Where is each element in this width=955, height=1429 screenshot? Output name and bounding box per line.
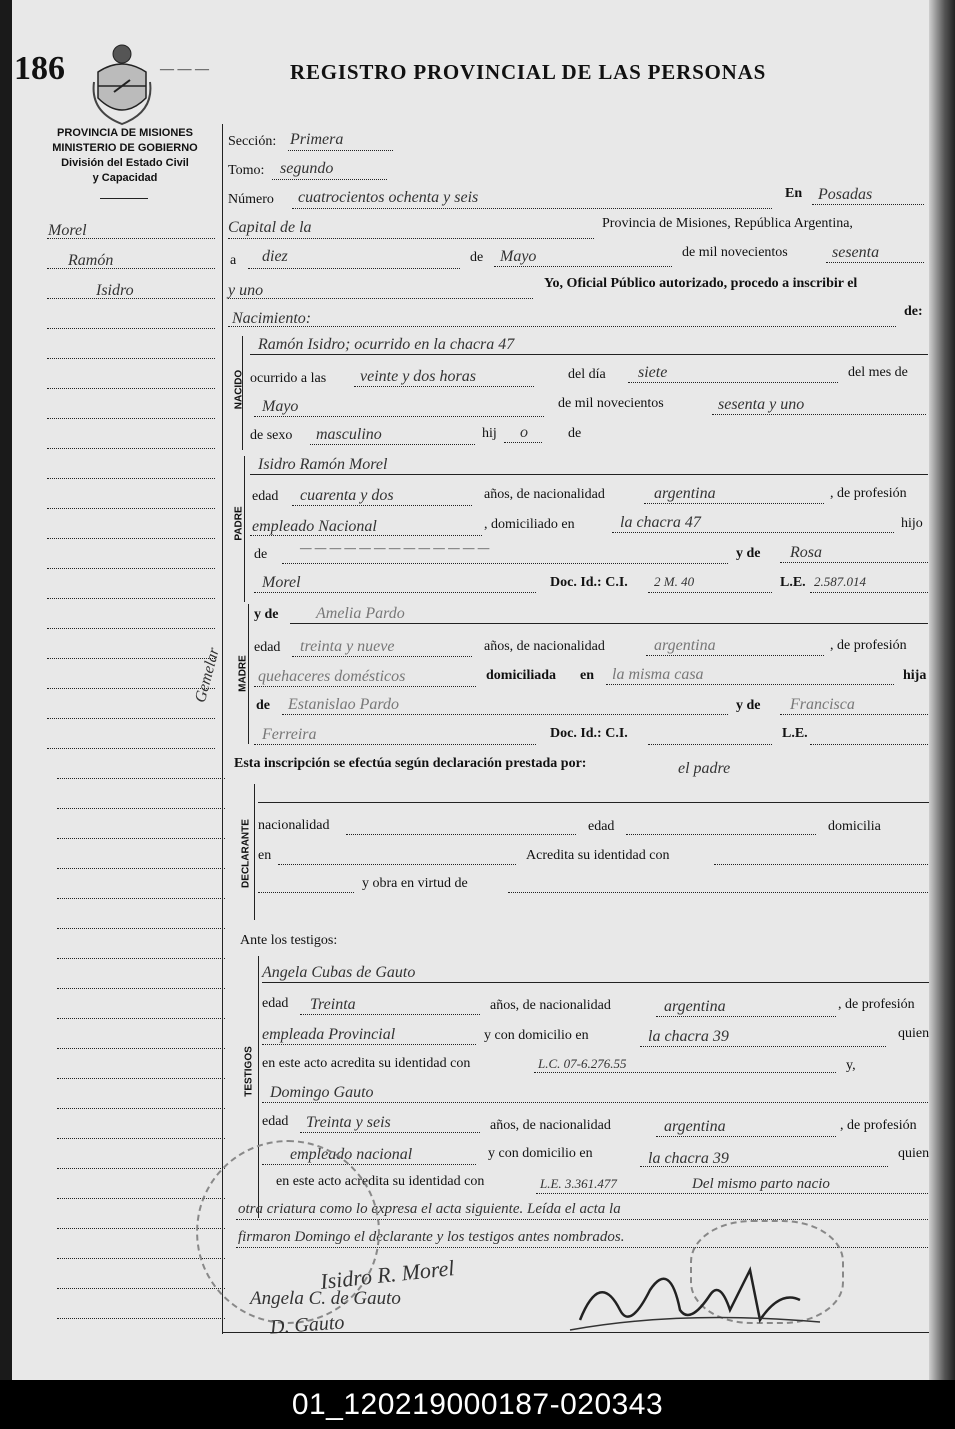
declarado-por: el padre: [678, 760, 731, 777]
frame-right-line: [930, 124, 931, 1334]
margin-line: [57, 898, 225, 899]
madre-edad: treinta y nueve: [300, 638, 395, 655]
testigo2-documento: L.E. 3.361.477: [540, 1176, 617, 1191]
field-line: [494, 266, 672, 267]
testigo1-profesion: empleada Provincial: [262, 1026, 396, 1043]
field-line: [300, 1014, 480, 1015]
margin-line: [57, 988, 225, 989]
testigo2-nota2: otra criatura como lo expresa el acta siguiente. Leída el acta la: [238, 1201, 621, 1217]
field-line: [262, 982, 930, 983]
field-line: [278, 864, 516, 865]
margin-line: [57, 1288, 225, 1289]
testigo2-edad: Treinta y seis: [306, 1114, 391, 1131]
hijo-label: hijo: [901, 516, 923, 531]
margin-line: [57, 1318, 225, 1319]
frame-left-line: [222, 124, 223, 1334]
margin-line: [57, 928, 225, 929]
testigo1-domicilio-label: y con domicilio en: [484, 1028, 589, 1043]
margin-name-second: Isidro: [96, 282, 134, 299]
madre-edad-label: edad: [254, 640, 281, 655]
field-line: [534, 1072, 836, 1073]
issuer-line: División del Estado Civil: [61, 157, 189, 169]
domiciliada-label: domiciliada: [486, 668, 557, 683]
field-line: [504, 442, 542, 443]
field-line: [292, 656, 472, 657]
padre-domicilio: la chacra 47: [620, 514, 701, 531]
testigo2-nacionalidad: argentina: [664, 1118, 726, 1135]
seccion-label: Sección:: [228, 134, 277, 149]
field-line: [262, 1102, 930, 1103]
margin-name-surname: Morel: [48, 222, 87, 239]
margin-line: [47, 628, 215, 629]
field-line: [250, 535, 482, 536]
issuer-line: PROVINCIA DE MISIONES: [57, 127, 193, 139]
padre-de-label: de: [254, 547, 268, 562]
nacido-hora: veinte y dos horas: [360, 368, 476, 385]
field-line: [712, 414, 926, 415]
margin-line: [47, 718, 215, 719]
margin-line: [57, 1078, 225, 1079]
declarante-nacionalidad-label: nacionalidad: [258, 818, 330, 833]
obra-label: y obra en virtud de: [362, 876, 468, 891]
de-label-2: de: [568, 426, 582, 441]
padre-padre-de: — — — — — — — — — — — — —: [300, 540, 490, 555]
madre-nacionalidad: argentina: [654, 637, 716, 654]
numero-label: Número: [228, 192, 274, 207]
testigo1-acredita-label: en este acto acredita su identidad con: [262, 1056, 471, 1071]
padre-madre-apellido: Morel: [262, 574, 301, 591]
field-line: [282, 714, 728, 715]
doc-id-label: Doc. Id.: C.I.: [550, 575, 628, 590]
field-line: [292, 208, 772, 209]
madre-madre-de: Francisca: [790, 696, 855, 713]
field-line: [254, 416, 544, 417]
testigo2-nombre: Domingo Gauto: [270, 1084, 374, 1101]
acto-value: Nacimiento:: [232, 310, 312, 327]
margin-line: [47, 268, 215, 269]
padre-ci: 2 M. 40: [654, 574, 695, 589]
margin-line: [47, 478, 215, 479]
field-line: [272, 179, 387, 180]
testigo1-nacionalidad: argentina: [664, 998, 726, 1015]
field-line: [248, 268, 460, 269]
mes-value: Mayo: [500, 248, 537, 265]
issuer-underline: [100, 198, 148, 199]
field-line: [644, 503, 824, 504]
header-dashes: — — —: [160, 62, 209, 77]
margin-line: [47, 358, 215, 359]
anio-cont-value: y uno: [228, 282, 264, 299]
margin-line: [57, 1198, 225, 1199]
margin-line: [47, 598, 215, 599]
margin-line: [57, 868, 225, 869]
field-line: [826, 262, 924, 263]
de-label: de: [470, 250, 484, 265]
testigo2-profesion-label: , de profesión: [840, 1118, 917, 1133]
margin-line: [47, 538, 215, 539]
padre-madre-de: Rosa: [790, 544, 822, 561]
anio-value: sesenta: [832, 244, 880, 261]
signature-testigo2: D. Gauto: [269, 1311, 346, 1339]
testigo1-y-label: y,: [846, 1058, 856, 1073]
margin-line: [57, 838, 225, 839]
field-line: [536, 1193, 928, 1194]
madre-nombre: Amelia Pardo: [316, 605, 405, 622]
oficial-label: Yo, Oficial Público autorizado, procedo a inscribir el: [544, 276, 858, 291]
margin-line: [47, 418, 215, 419]
field-line: [228, 298, 533, 299]
tomo-label: Tomo:: [228, 163, 265, 178]
testigo2-nacionalidad-label: años, de nacionalidad: [490, 1118, 611, 1133]
margin-line: [47, 688, 215, 689]
margin-line: [57, 1138, 225, 1139]
margin-line: [47, 388, 215, 389]
madre-en-label: en: [580, 668, 594, 683]
margin-line: [47, 298, 215, 299]
field-line: [258, 892, 354, 893]
field-line: [810, 744, 928, 745]
field-line: [300, 1132, 480, 1133]
declaracion-label: Esta inscripción se efectúa según declaración prestada por:: [234, 756, 587, 771]
seccion-value: Primera: [290, 131, 344, 148]
madre-doc-id-label: Doc. Id.: C.I.: [550, 726, 628, 741]
field-line: [648, 744, 772, 745]
del-dia-label: del día: [568, 367, 606, 382]
tomo-value: segundo: [280, 160, 334, 177]
testigo1-profesion-label: , de profesión: [838, 997, 915, 1012]
padre-profesion: empleado Nacional: [252, 518, 377, 535]
declarante-edad-label: edad: [588, 819, 615, 834]
field-line: [606, 684, 894, 685]
margin-note: Gemelar: [192, 645, 223, 705]
padre-edad: cuarenta y dos: [300, 487, 394, 504]
domiciliado-label: , domiciliado en: [484, 517, 575, 532]
del-mes-label: del mes de: [848, 365, 908, 380]
padre-le: 2.587.014: [814, 574, 866, 589]
hij-label: hij: [482, 426, 497, 441]
testigo2-edad-label: edad: [262, 1114, 289, 1129]
field-line: [290, 623, 928, 624]
numero-value: cuatrocientos ochenta y seis: [298, 189, 479, 206]
testigo2-domicilio-label: y con domicilio en: [488, 1146, 593, 1161]
madre-domicilio: la misma casa: [612, 666, 704, 683]
madre-profesion: quehaceres domésticos: [258, 668, 406, 685]
section-label-nacido: NACIDO: [233, 369, 245, 410]
madre-de-label: de: [256, 698, 270, 713]
madre-padre-de: Estanislao Pardo: [288, 696, 399, 713]
edad-label: edad: [252, 489, 279, 504]
field-line: [780, 562, 928, 563]
margin-line: [57, 1048, 225, 1049]
testigo1-edad-label: edad: [262, 996, 289, 1011]
bottom-rule: [222, 1332, 930, 1333]
hija-label: hija: [903, 668, 927, 683]
field-line: [656, 1016, 836, 1017]
testigo2-nota3: firmaron Domingo el declarante y los testigos antes nombrados.: [238, 1229, 625, 1245]
madre-y-de-label-2: y de: [736, 698, 761, 713]
testigo1-domicilio: la chacra 39: [648, 1028, 729, 1045]
issuer-line: MINISTERIO DE GOBIERNO: [52, 142, 198, 154]
official-signature-icon: [560, 1250, 860, 1340]
testigo2-acredita-label: en este acto acredita su identidad con: [276, 1174, 485, 1189]
field-line: [646, 655, 824, 656]
field-line: [612, 532, 894, 533]
en-label: En: [785, 186, 803, 201]
issuer-block: [30, 126, 220, 186]
margin-line: [57, 778, 225, 779]
field-line: [228, 326, 896, 327]
en-value: Posadas: [818, 186, 873, 203]
margin-line: [57, 1108, 225, 1109]
field-line: [282, 563, 728, 564]
field-line: [292, 505, 472, 506]
field-line: [626, 834, 816, 835]
padre-nacionalidad: argentina: [654, 485, 716, 502]
field-line: [258, 802, 930, 803]
field-line: [810, 592, 928, 593]
field-line: [228, 238, 594, 239]
margin-line: [47, 328, 215, 329]
field-line: [346, 834, 576, 835]
testigo1-documento: L.C. 07-6.276.55: [538, 1056, 627, 1071]
margin-line: [47, 238, 215, 239]
nacido-anio: sesenta y uno: [718, 396, 805, 413]
signature-declarante: Isidro R. Morel: [319, 1255, 456, 1294]
de-colon-label: de:: [904, 304, 923, 319]
madre-nacionalidad-label: años, de nacionalidad: [484, 639, 605, 654]
margin-line: [57, 958, 225, 959]
section-divider: [254, 784, 255, 920]
field-line: [780, 714, 928, 715]
field-line: [288, 150, 393, 151]
field-line: [628, 382, 838, 383]
section-label-testigos: TESTIGOS: [243, 1046, 255, 1097]
declarante-en-label: en: [258, 848, 272, 863]
document-id-footer: 01_120219000187-020343: [0, 1380, 955, 1429]
field-line: [508, 892, 928, 893]
field-line: [250, 354, 928, 355]
page-title: REGISTRO PROVINCIAL DE LAS PERSONAS: [290, 60, 767, 84]
hij-suffix: o: [520, 424, 528, 441]
margin-line: [47, 568, 215, 569]
madre-madre-apellido: Ferreira: [262, 726, 317, 743]
a-label: a: [230, 253, 237, 268]
margin-line: [57, 808, 225, 809]
coat-of-arms-icon: [92, 42, 152, 126]
testigo1-nacionalidad-label: años, de nacionalidad: [490, 998, 611, 1013]
profesion-label: , de profesión: [830, 486, 907, 501]
mil-novecientos-label: de mil novecientos: [682, 245, 788, 260]
margin-name-first: Ramón: [68, 252, 114, 269]
field-line: [640, 1166, 888, 1167]
margin-line: [47, 508, 215, 509]
testigo1-quien-label: quien: [898, 1026, 930, 1041]
field-line: [250, 474, 928, 475]
acredita-label: Acredita su identidad con: [526, 848, 670, 863]
le-label: L.E.: [780, 575, 806, 590]
margin-line: [47, 448, 215, 449]
testigo2-nota1: Del mismo parto nacio: [692, 1176, 830, 1192]
field-line: [648, 592, 772, 593]
margin-line: [57, 1018, 225, 1019]
padre-nombre: Isidro Ramón Morel: [258, 456, 388, 473]
sexo-label: de sexo: [250, 428, 293, 443]
section-label-declarante: DECLARANTE: [240, 819, 252, 888]
nacionalidad-label: años, de nacionalidad: [484, 487, 605, 502]
testigo2-profesion: empleado nacional: [290, 1146, 413, 1163]
section-label-padre: PADRE: [233, 506, 245, 541]
nacido-sexo: masculino: [316, 426, 382, 443]
margin-line: [47, 658, 215, 659]
section-label-madre: MADRE: [237, 655, 249, 692]
field-line: [254, 744, 536, 745]
nacido-dia: siete: [638, 364, 668, 381]
signature-testigo1: Angela C. de Gauto: [250, 1288, 401, 1309]
madre-profesion-label: , de profesión: [830, 638, 907, 653]
testigo1-edad: Treinta: [310, 996, 356, 1013]
field-line: [656, 1136, 836, 1137]
madre-y-de-label: y de: [254, 607, 279, 622]
field-line: [714, 864, 928, 865]
field-line: [812, 204, 924, 205]
testigo1-nombre: Angela Cubas de Gauto: [262, 964, 416, 981]
margin-line: [47, 748, 215, 749]
field-line: [640, 1046, 886, 1047]
margin-line: [57, 1168, 225, 1169]
nacido-mes: Mayo: [262, 398, 299, 415]
field-line: [262, 1044, 476, 1045]
mil-novecientos-nacido-label: de mil novecientos: [558, 396, 664, 411]
testigo2-domicilio: la chacra 39: [648, 1150, 729, 1167]
provincia-label: Provincia de Misiones, República Argentina,: [602, 216, 853, 231]
issuer-line: y Capacidad: [92, 172, 158, 184]
dia-value: diez: [262, 248, 288, 265]
testigo2-quien-label: quien: [898, 1146, 930, 1161]
field-line: [310, 444, 475, 445]
field-line: [354, 386, 534, 387]
nacido-nombre: Ramón Isidro; ocurrido en la chacra 47: [258, 336, 515, 353]
ocurrido-label: ocurrido a las: [250, 371, 327, 386]
ante-testigos-label: Ante los testigos:: [240, 933, 338, 948]
capital-value: Capital de la: [228, 219, 312, 236]
field-line: [254, 686, 476, 687]
madre-le-label: L.E.: [782, 726, 808, 741]
y-de-label: y de: [736, 546, 761, 561]
field-line: [254, 592, 536, 593]
folio-number: 186: [14, 50, 65, 87]
declarante-domicilia-label: domicilia: [828, 819, 881, 834]
